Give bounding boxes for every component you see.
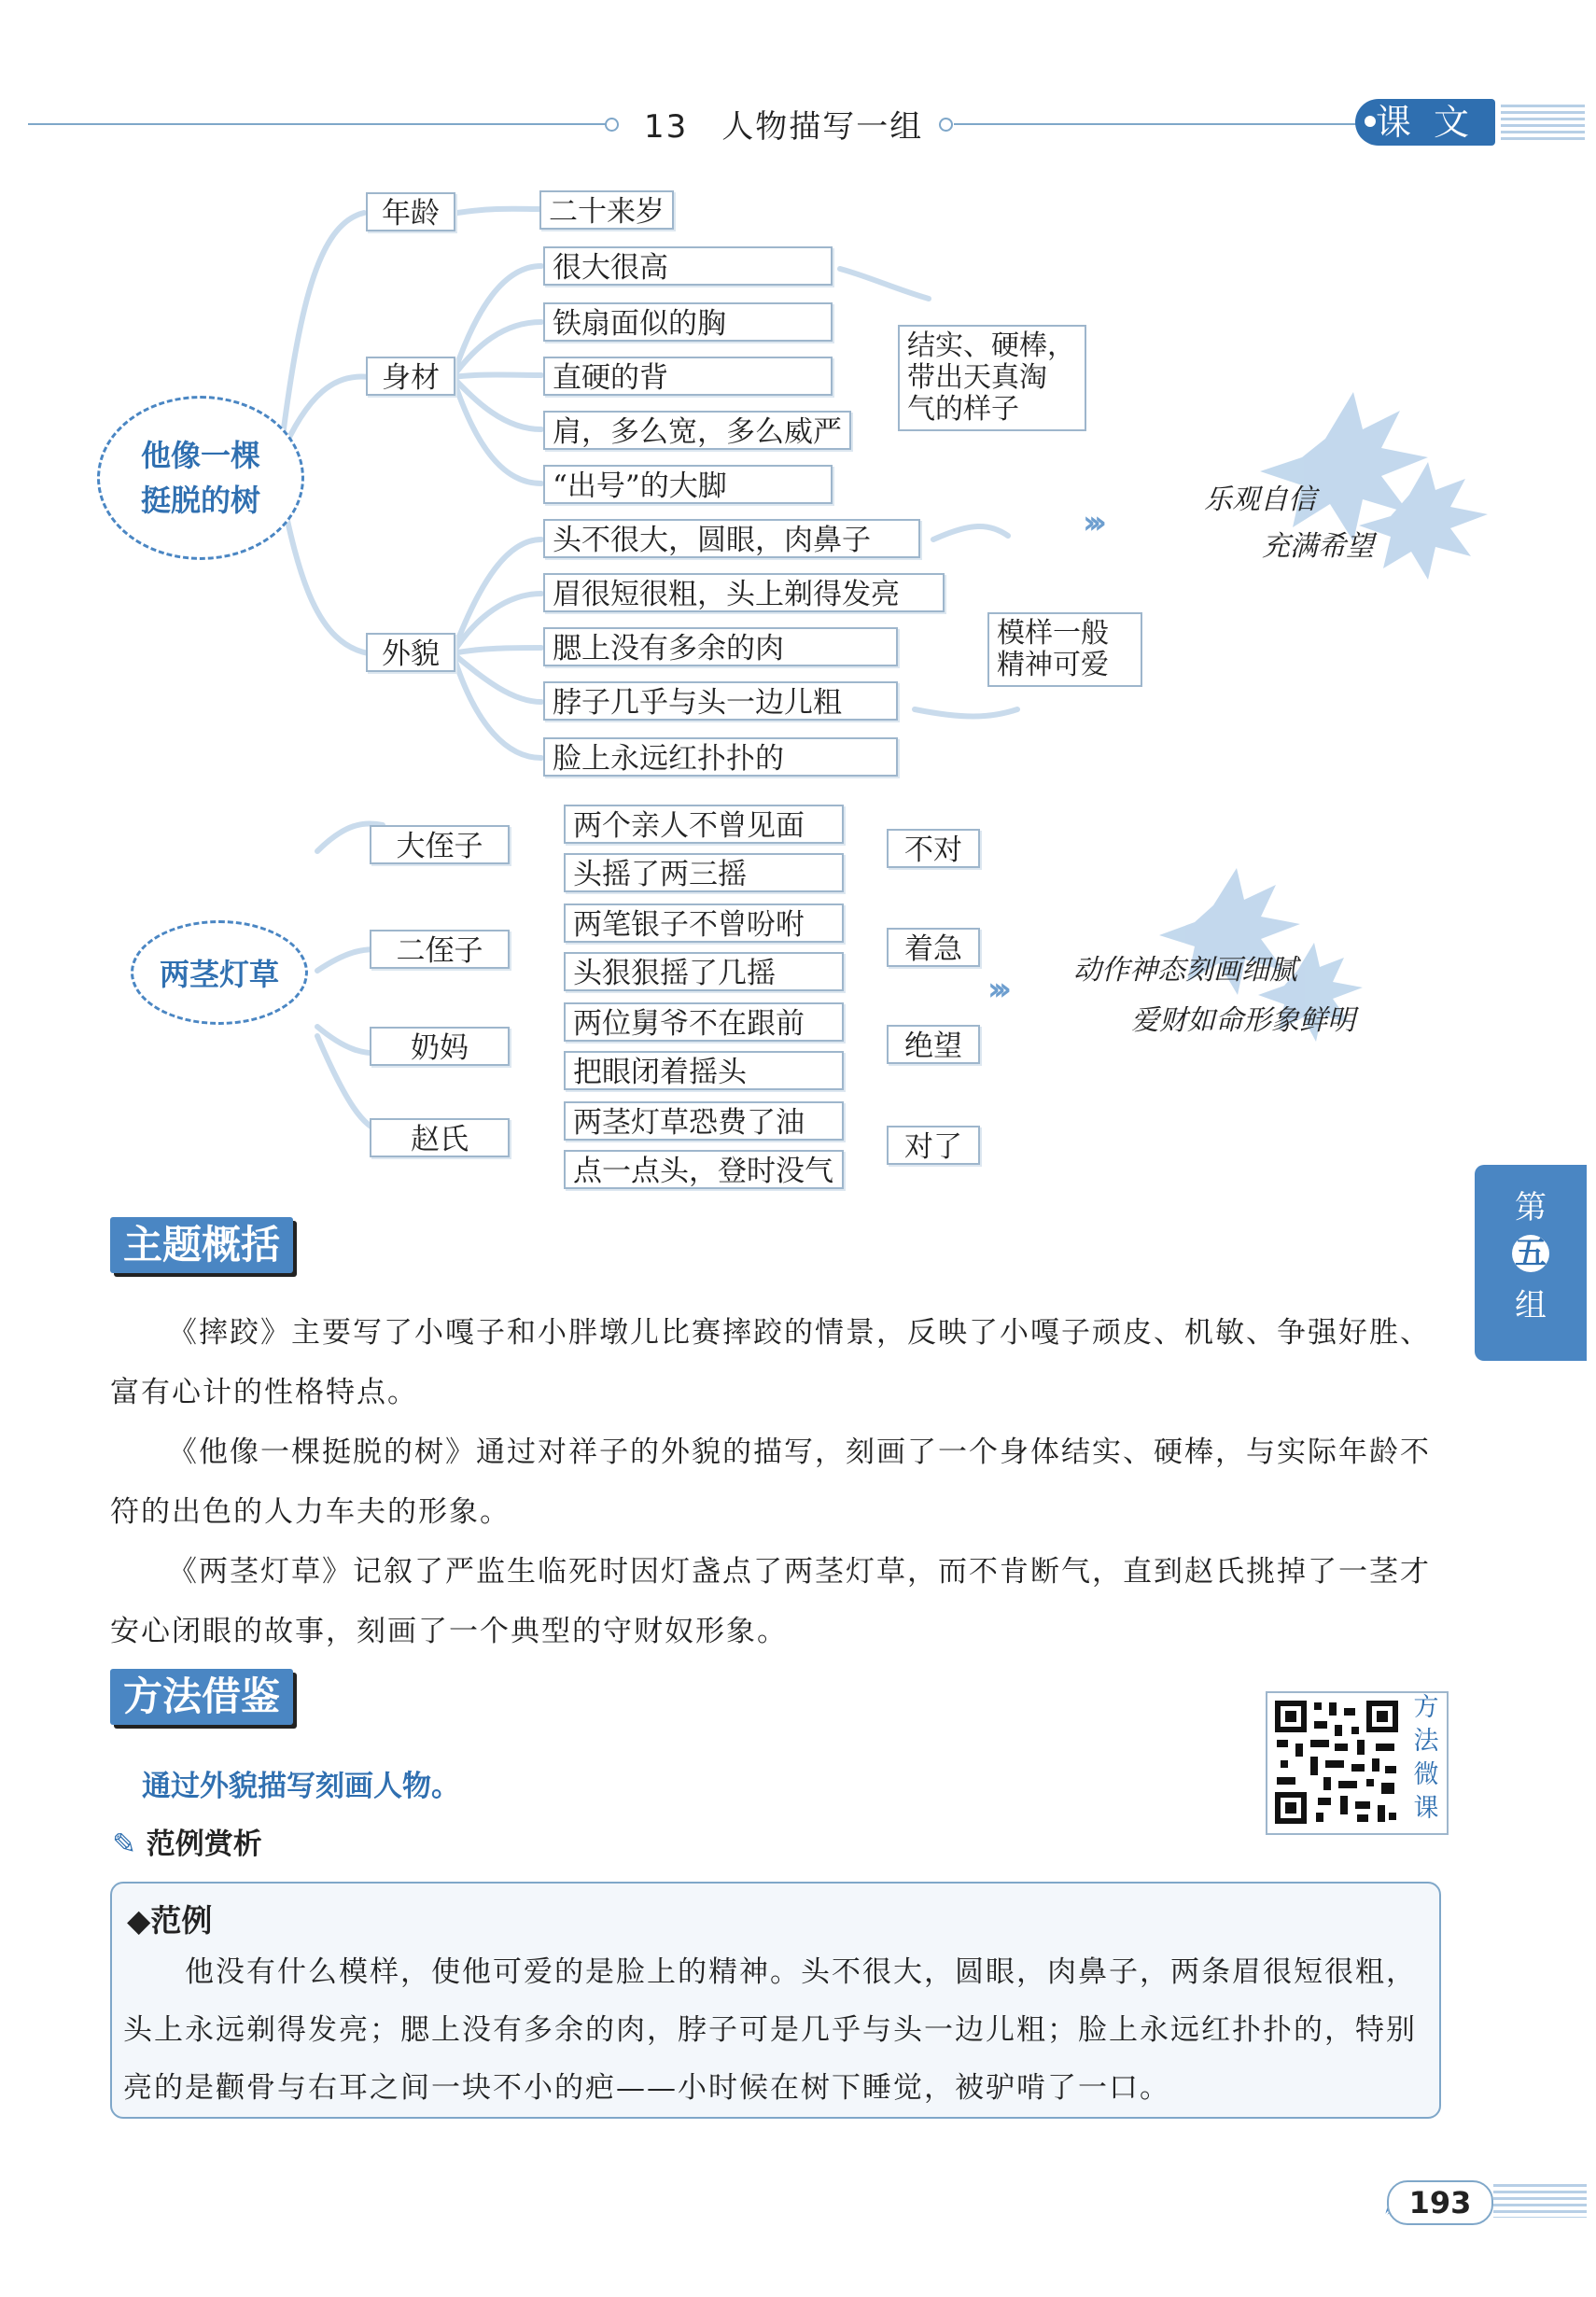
person-nurse: 奶妈 bbox=[370, 1027, 510, 1066]
result-badge: 绝望 bbox=[887, 1025, 980, 1064]
note-line: 模样一般 bbox=[997, 617, 1109, 650]
section-badge: 课 文 bbox=[1355, 99, 1495, 146]
detail-build: 很大很高 bbox=[543, 246, 833, 286]
person-nephew-2: 二侄子 bbox=[370, 930, 510, 969]
example-text: 他没有什么模样，使他可爱的是脸上的精神。头不很大，圆眼，肉鼻子，两条眉很短很粗，头上永远剃得发亮；腮上没有多余的肉，脖子可是几乎与头一边儿粗；脸上永远红扑扑的，特别亮的是颧骨与右耳之间一块不小的疤——小时候在树下睡觉，被驴啃了一口。 bbox=[123, 1955, 1417, 2105]
example-subheading-label: 范例赏析 bbox=[146, 1828, 262, 1861]
detail-appearance: 脖子几乎与头一边儿粗 bbox=[543, 681, 898, 721]
category-appearance: 外貌 bbox=[366, 633, 455, 672]
detail-appearance: 脸上永远红扑扑的 bbox=[543, 737, 898, 777]
qr-label-char: 法 bbox=[1413, 1727, 1439, 1756]
category-age: 年龄 bbox=[366, 192, 455, 231]
detail-appearance: 腮上没有多余的肉 bbox=[543, 627, 898, 666]
detail-action: 头摇了两三摇 bbox=[564, 853, 844, 892]
summary-line-1: 乐观自信 bbox=[1204, 483, 1316, 516]
detail-age: 二十来岁 bbox=[539, 190, 674, 230]
pencil-icon: ✎ bbox=[112, 1828, 136, 1861]
category-build: 身材 bbox=[366, 357, 455, 396]
qr-code-icon bbox=[1273, 1699, 1404, 1826]
summary-line-2: 爱财如命形象鲜明 bbox=[1131, 1004, 1355, 1037]
section-heading-theme: 主题概括 bbox=[110, 1217, 293, 1273]
unit-side-tab bbox=[1475, 1165, 1587, 1361]
summary-line-1: 动作神态刻画细腻 bbox=[1073, 954, 1297, 987]
note-line: 气的样子 bbox=[907, 393, 1019, 426]
theme-paragraph: 《他像一棵挺脱的树》通过对祥子的外貌的描写，刻画了一个身体结实、硬棒，与实际年龄不符的出色的人力车夫的形象。 bbox=[110, 1436, 1431, 1529]
result-badge: 不对 bbox=[887, 829, 980, 868]
side-tab-line-3: 组 bbox=[1515, 1287, 1547, 1324]
person-zhao: 赵氏 bbox=[370, 1118, 510, 1157]
side-tab-line-1: 第 bbox=[1515, 1189, 1547, 1226]
detail-action: 两位舅爷不在跟前 bbox=[564, 1002, 844, 1042]
theme-paragraph: 《摔跤》主要写了小嘎子和小胖墩儿比赛摔跤的情景，反映了小嘎子顽皮、机敏、争强好胜、富有心计的性格特点。 bbox=[110, 1316, 1431, 1409]
theme-paragraph: 《两茎灯草》记叙了严监生临死时因灯盏点了两茎灯草，而不肯断气，直到赵氏挑掉了一茎才安心闭眼的故事，刻画了一个典型的守财奴形象。 bbox=[110, 1555, 1431, 1648]
page-title: 13 人物描写一组 bbox=[644, 108, 924, 146]
theme-paragraphs bbox=[110, 1303, 1454, 1661]
central-line-2: 挺脱的树 bbox=[140, 483, 260, 518]
central-line-1: 他像一棵 bbox=[140, 438, 260, 473]
example-title: ◆范例 bbox=[127, 1902, 213, 1939]
result-badge: 对了 bbox=[887, 1126, 980, 1165]
mindmap-1-central bbox=[97, 396, 304, 560]
detail-build: 直硬的背 bbox=[543, 357, 833, 396]
person-nephew-1: 大侄子 bbox=[370, 825, 510, 864]
note-line: 结实、硬棒， bbox=[907, 329, 1075, 362]
qr-label bbox=[1409, 1691, 1443, 1826]
qr-label-char: 方 bbox=[1413, 1693, 1439, 1722]
note-appearance bbox=[987, 612, 1142, 687]
example-subheading bbox=[112, 1820, 262, 1862]
qr-label-char: 微 bbox=[1413, 1760, 1439, 1789]
method-point: 通过外貌描写刻画人物。 bbox=[142, 1770, 460, 1803]
result-badge: 着急 bbox=[887, 928, 980, 967]
arrow-icon: ››› bbox=[987, 971, 1005, 1008]
note-build bbox=[898, 325, 1086, 431]
side-tab-line-2: 五 bbox=[1512, 1235, 1549, 1272]
detail-action: 两个亲人不曾见面 bbox=[564, 805, 844, 844]
section-heading-method: 方法借鉴 bbox=[110, 1669, 293, 1725]
note-line: 精神可爱 bbox=[997, 649, 1109, 681]
detail-action: 两茎灯草恐费了油 bbox=[564, 1101, 844, 1141]
qr-label-char: 课 bbox=[1413, 1794, 1439, 1823]
page-number: 193 bbox=[1387, 2180, 1493, 2225]
arrow-icon: ››› bbox=[1083, 504, 1100, 541]
detail-build: 铁扇面似的胸 bbox=[543, 302, 833, 342]
detail-action: 头狠狠摇了几摇 bbox=[564, 952, 844, 991]
detail-action: 两笔银子不曾吩咐 bbox=[564, 903, 844, 943]
mindmap-2-central: 两茎灯草 bbox=[131, 920, 308, 1025]
footer-stripes bbox=[1493, 2184, 1587, 2218]
note-line: 带出天真淘 bbox=[907, 361, 1047, 394]
detail-action: 把眼闭着摇头 bbox=[564, 1051, 844, 1090]
detail-action: 点一点头，登时没气 bbox=[564, 1150, 844, 1189]
example-box bbox=[110, 1882, 1441, 2119]
detail-build: 肩，多么宽，多么威严 bbox=[543, 411, 851, 450]
detail-appearance: 头不很大，圆眼，肉鼻子 bbox=[543, 519, 920, 558]
summary-line-2: 充满希望 bbox=[1262, 530, 1374, 563]
detail-build: “出号”的大脚 bbox=[543, 465, 833, 504]
detail-appearance: 眉很短很粗，头上剃得发亮 bbox=[543, 573, 945, 612]
